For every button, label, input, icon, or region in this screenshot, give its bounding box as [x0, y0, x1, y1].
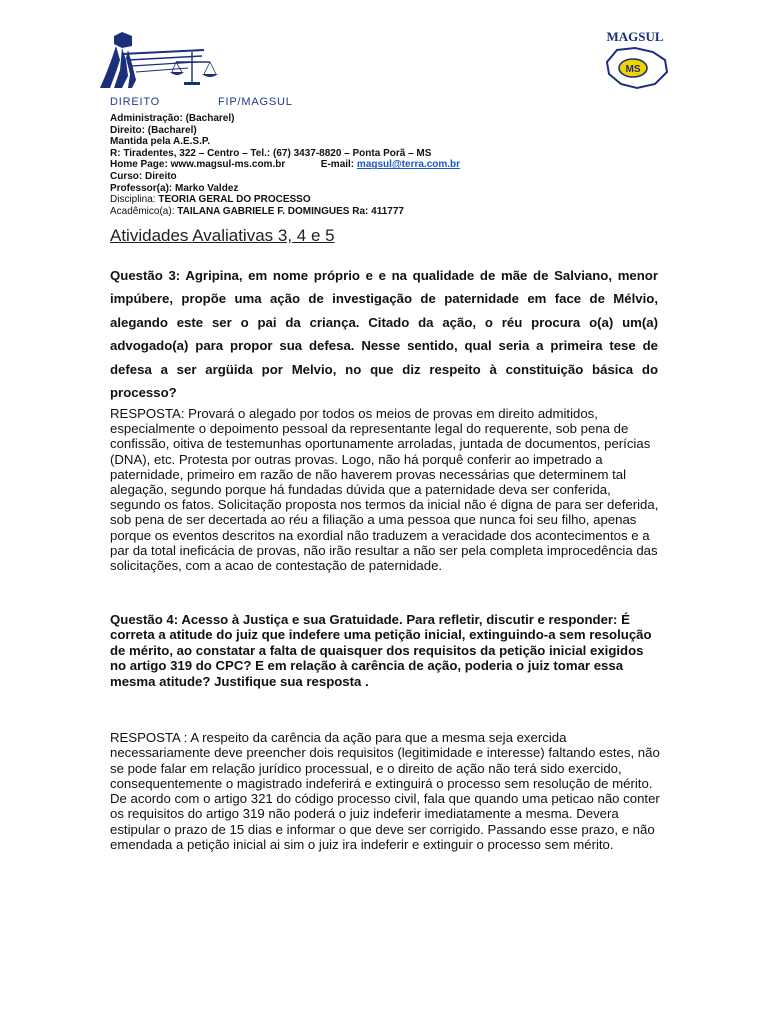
discipline-label: Disciplina: — [110, 194, 159, 206]
institution-info — [110, 113, 670, 217]
org-right: FIP/MAGSUL — [218, 96, 293, 108]
info-line-address: R: Tiradentes, 322 – Centro – Tel.: (67) 3437-8820 – Ponta Porã – MS — [110, 147, 432, 159]
magsul-badge-text: MS — [625, 64, 641, 75]
answer-4: RESPOSTA : A respeito da carência da ação para que a mesma seja exercida necessariamente deve preencher dois requisitos (legitimidade e interesse) faltando estes, não se pode falar em relação jurídico processual, e o direito de ação não terá sido exercido, consequentemente o magistrado indeferirá e extinguirá o processo sem resolução de mérito. De acordo com o artigo 321 do código processo civil, fala que quando uma peticao não conter os requisitos do artigo 319 não poderá o juiz indeferir imediatamente a mesma. Devera estipular o prazo de 15 dias e informar o que deve ser corrigido. Passando esse prazo, e não emendada a petição inicial ai sim o juiz ira indeferir e extinguir o processo sem mérito. — [110, 730, 660, 853]
document-title: Atividades Avaliativas 3, 4 e 5 — [110, 226, 335, 245]
email-link[interactable]: magsul@terra.com.br — [356, 159, 461, 171]
org-left: DIREITO — [110, 96, 161, 108]
info-line-law: Direito: (Bacharel) — [110, 124, 197, 136]
info-line-student — [110, 206, 670, 218]
question-4: Questão 4: Acesso à Justiça e sua Gratuidade. Para refletir, discutir e responder: É correta a atitude do juiz que indefere uma petição inicial, extinguindo-a sem resolução de mérito, ao constatar a falta de quaisquer dos requisitos da petição inicial exigidos no artigo 319 do CPC? E em relação à carência de ação, poderia o juiz tomar essa mesma atitude? Justifique sua resposta . — [110, 612, 652, 689]
student-value: TAILANA GABRIELE F. DOMINGUES Ra: 411777 — [177, 205, 404, 217]
org-line — [110, 96, 293, 108]
info-line-maintainer: Mantida pela A.E.S.P. — [110, 136, 211, 148]
email-label: E-mail: — [320, 159, 357, 171]
question-3: Questão 3: Agripina, em nome próprio e e na qualidade de mãe de Salviano, menor impúbere, propõe uma ação de investigação de paternidade em face de Mélvio, alegando este ser o pai da criança. Citado da ação, o réu procura o(a) um(a) advogado(a) para propor sua defesa. Nesse sentido, qual seria a primeira tese de defesa a ser argüida por Melvio, no que diz respeito à constituição básica do processo? — [110, 268, 658, 401]
homepage-text: Home Page: www.magsul-ms.com.br — [110, 159, 286, 171]
answer-3: RESPOSTA: Provará o alegado por todos os meios de provas em direito admitidos, especialmente o depoimento pessoal da representante legal do requerente, sob pena de confissão, oitiva de testemunhas oportunamente arroladas, juntada de documentos, perícias (DNA), etc. Protesta por outras provas. Logo, não há porquê conferir ao impetrado a paternidade, primeiro em razão de não haverem provas necessárias que determinem tal alegação, segundo porque há fundadas dúvida que a paternidade deva ser conferida, segundo os fatos. Solicitação proposta nos termos da inicial não é digna de para ser deferida, sob pena de ser decertada ao réu a filiação a uma pessoa que nunca foi seu filho, apenas porque os eventos descritos na exordial não traduzem a veracidade dos acontecimentos e a par da total ineficácia de provas, não irão resultar a não ser pela completa improcedência das solicitações, com a acao de contestação de paternidade. — [110, 406, 659, 574]
magsul-logo-text: MAGSUL — [606, 29, 664, 44]
info-line-course: Curso: Direito — [110, 170, 177, 182]
discipline-value: TEORIA GERAL DO PROCESSO — [158, 194, 311, 206]
student-label: Acadêmico(a): — [110, 205, 178, 217]
info-line-professor: Professor(a): Marko Valdez — [110, 182, 239, 194]
info-line-discipline — [110, 194, 670, 206]
info-line-contact — [110, 159, 670, 171]
justice-scales-logo — [92, 30, 232, 92]
info-line-admin: Administração: (Bacharel) — [110, 113, 235, 124]
